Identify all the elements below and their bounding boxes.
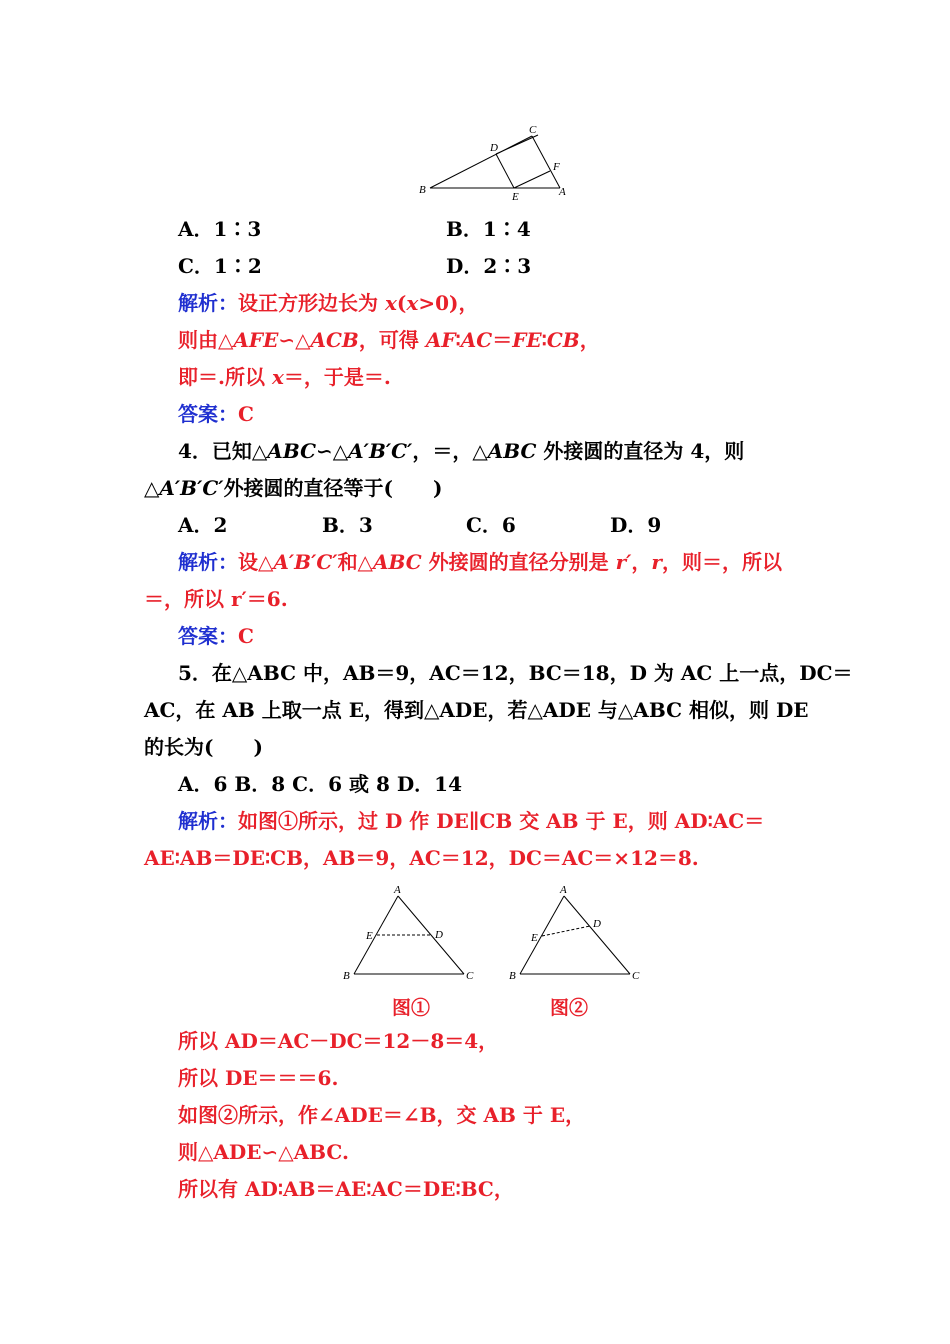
figure-1-triangle (340, 882, 480, 982)
q3-answer (178, 401, 254, 427)
label-D: D (490, 142, 498, 154)
text: ，可得 (358, 328, 426, 352)
label-E: E (512, 191, 519, 203)
fig1-label-E: E (366, 930, 373, 942)
fig2-label-C: C (632, 970, 640, 982)
q4-answer (178, 623, 254, 649)
text: ∽△ (278, 328, 311, 352)
text: 即＝.所以 (178, 365, 272, 389)
figure-1-caption: 图① (392, 997, 431, 1019)
answer-label: 答案： (178, 624, 238, 648)
q4-solution-line1 (178, 549, 782, 575)
q3-option-a: A．1∶3 (178, 217, 262, 241)
text: 设正方形边长为 (238, 291, 385, 315)
q5-after-line3: 如图②所示，作∠ADE＝∠B，交 AB 于 E， (178, 1103, 586, 1127)
text: ＝，于是＝. (283, 365, 391, 389)
text: A′B′C′ (348, 439, 413, 463)
solution-label: 解析： (178, 550, 238, 574)
label-F: F (553, 161, 560, 173)
text: ∶ (541, 328, 547, 352)
text: 设△ (238, 550, 274, 574)
text: ∽△ (316, 439, 349, 463)
q4-stem-line2 (144, 475, 443, 501)
text: x (406, 291, 419, 315)
text: 外接圆的直径分别是 (421, 550, 616, 574)
fig2-label-A: A (560, 884, 567, 896)
fig2-label-B: B (509, 970, 516, 982)
fig2-label-E: E (531, 932, 538, 944)
q3-option-c: C．1∶2 (178, 254, 262, 278)
text: AC (460, 328, 493, 352)
text: △ (144, 476, 160, 500)
answer-value: C (238, 624, 254, 648)
text: r′ (615, 550, 632, 574)
q5-after-line4: 则△ADE∽△ABC. (178, 1140, 349, 1164)
q3-option-d: D．2∶3 (446, 254, 532, 278)
text: ，则＝，所以 (661, 550, 782, 574)
text: ( (396, 291, 407, 315)
fig2-label-D: D (593, 918, 601, 930)
solution-label: 解析： (178, 809, 238, 833)
label-A: A (559, 186, 566, 198)
label-C: C (529, 124, 537, 136)
text: AF (425, 328, 456, 352)
text: AFE (233, 328, 279, 352)
q4-option-a: A．2 (178, 513, 228, 537)
text: >0)， (418, 291, 479, 315)
text: ，＝，△ (412, 439, 488, 463)
text: 4．已知△ (178, 439, 268, 463)
figure-2-triangle (506, 882, 646, 982)
q5-options: A．6 B．8 C．6 或 8 D．14 (178, 772, 462, 796)
fig1-label-A: A (394, 884, 401, 896)
q4-option-c: C．6 (466, 513, 516, 537)
text: ACB (310, 328, 359, 352)
q4-option-b: B．3 (322, 513, 373, 537)
answer-label: 答案： (178, 402, 238, 426)
text: 如图①所示，过 D 作 DE∥CB 交 AB 于 E，则 AD∶AC＝ (238, 809, 765, 833)
text: ABC (267, 439, 317, 463)
answer-value: C (238, 402, 254, 426)
q4-solution-line2: ＝，所以 r′＝6. (144, 587, 288, 611)
text: ＝ (492, 328, 513, 352)
q5-stem-line1: 5．在△ABC 中，AB＝9，AC＝12，BC＝18，D 为 AC 上一点，DC＝ (178, 661, 853, 685)
q4-option-d: D．9 (610, 513, 662, 537)
fig1-label-B: B (343, 970, 350, 982)
text: ∶ (455, 328, 461, 352)
q3-solution-line2 (178, 327, 600, 353)
q5-after-line1: 所以 AD＝AC－DC＝12－8＝4， (178, 1029, 499, 1053)
text: r (651, 550, 662, 574)
fig1-label-D: D (435, 929, 443, 941)
text: ， (631, 550, 652, 574)
text: ABC (487, 439, 537, 463)
text: ， (579, 328, 600, 352)
q5-solution-line1 (178, 808, 764, 834)
fig1-label-C: C (466, 970, 474, 982)
text: ABC (372, 550, 422, 574)
solution-label: 解析： (178, 291, 238, 315)
q3-option-b: B．1∶4 (446, 217, 531, 241)
text: 则由△ (178, 328, 234, 352)
text: CB (546, 328, 580, 352)
text: FE (512, 328, 542, 352)
q3-solution-line3 (178, 364, 391, 390)
text: x (384, 291, 397, 315)
label-B: B (419, 184, 426, 196)
text: x (271, 365, 284, 389)
q5-after-line5: 所以有 AD∶AB＝AE∶AC＝DE∶BC， (178, 1177, 514, 1201)
text: A′B′C′ (159, 476, 224, 500)
figure-triangle-square (410, 120, 580, 206)
text: 外接圆的直径为 4，则 (536, 439, 745, 463)
q5-solution-line2: AE∶AB＝DE∶CB，AB＝9，AC＝12，DC＝AC＝×12＝8. (144, 846, 699, 870)
q5-stem-line2: AC，在 AB 上取一点 E，得到△ADE，若△ADE 与△ABC 相似，则 DE (144, 698, 809, 722)
text: 和△ (337, 550, 373, 574)
text: 外接圆的直径等于( ) (223, 476, 443, 500)
q5-stem-line3: 的长为( ) (144, 735, 263, 759)
q5-after-line2: 所以 DE＝＝＝6. (178, 1066, 339, 1090)
text: A′B′C′ (273, 550, 338, 574)
q3-solution-line1 (178, 290, 478, 316)
q4-stem-line1 (178, 438, 744, 464)
figure-2-caption: 图② (550, 997, 589, 1019)
